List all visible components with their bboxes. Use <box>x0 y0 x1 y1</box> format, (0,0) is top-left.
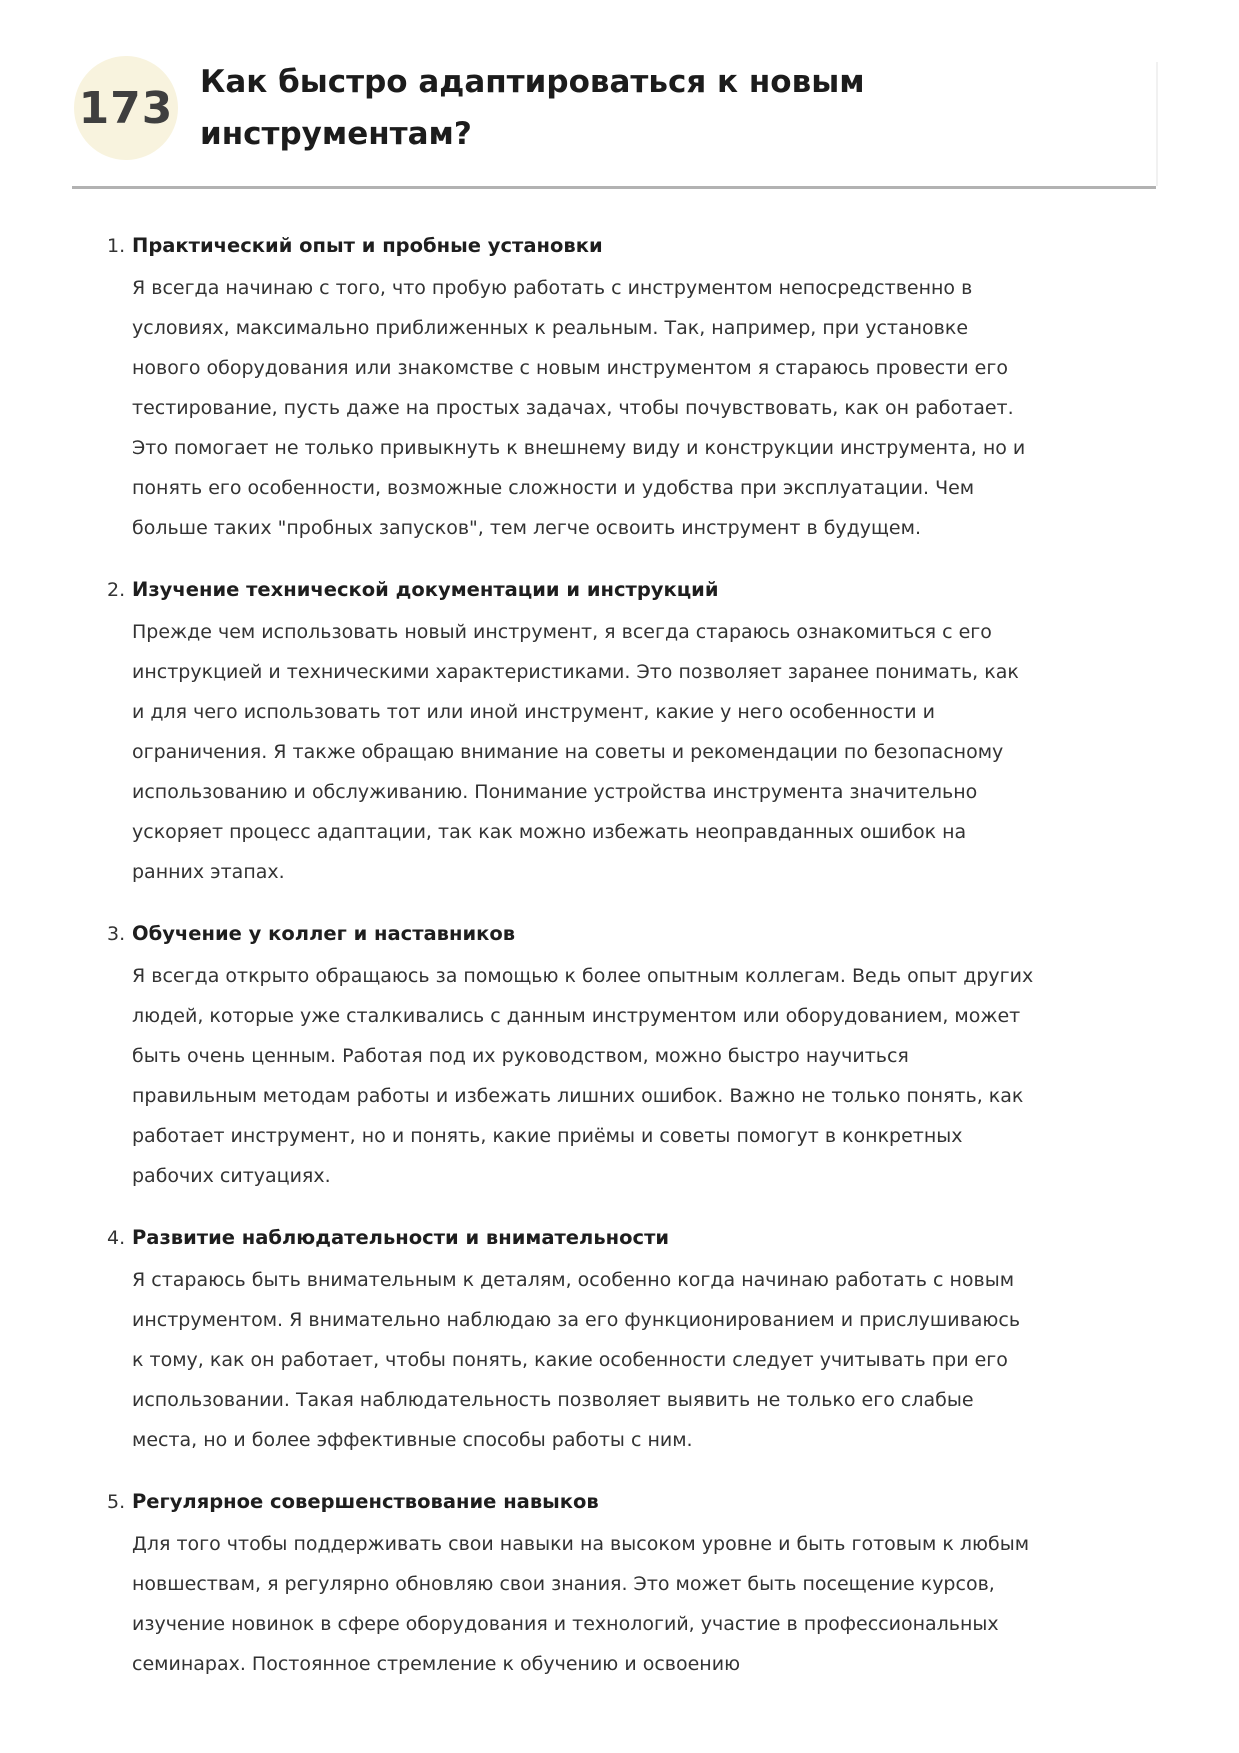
answer-list <box>107 226 1042 1706</box>
question-number-badge <box>74 56 178 160</box>
item-heading: Развитие наблюдательности и внимательности <box>132 1226 670 1249</box>
question-number: 173 <box>78 82 174 134</box>
answer-item-2 <box>107 570 1042 892</box>
item-content <box>132 570 1037 892</box>
answer-item-3 <box>107 914 1042 1196</box>
item-heading: Изучение технической документации и инструкций <box>132 578 719 601</box>
item-content <box>132 226 1037 548</box>
item-content <box>132 1482 1037 1684</box>
question-title <box>200 56 865 160</box>
item-content <box>132 914 1037 1196</box>
item-heading: Регулярное совершенствование навыков <box>132 1490 599 1513</box>
item-body: Я стараюсь быть внимательным к деталям, особенно когда начинаю работать с новым инструментом. Я внимательно наблюдаю за его функционированием и прислушиваюсь к тому, как он работает, чтобы понять, какие особенности следует учитывать при его использовании. Такая наблюдательность позволяет выявить не только его слабые места, но и более эффективные способы работы с ним. <box>132 1269 1021 1451</box>
item-heading: Обучение у коллег и наставников <box>132 922 516 945</box>
item-number: 1. <box>107 235 126 257</box>
item-body: Я всегда открыто обращаюсь за помощью к более опытным коллегам. Ведь опыт других людей, которые уже сталкивались с данным инструментом или оборудованием, может быть очень ценным. Работая под их руководством, можно быстро научиться правильным методам работы и избежать лишних ошибок. Важно не только понять, как работает инструмент, но и понять, какие приёмы и советы помогут в конкретных рабочих ситуациях. <box>132 965 1034 1187</box>
item-number: 4. <box>107 1227 126 1249</box>
answer-item-4 <box>107 1218 1042 1460</box>
question-title-line-2: инструментам? <box>200 116 472 152</box>
item-heading: Практический опыт и пробные установки <box>132 234 603 257</box>
answer-item-1 <box>107 226 1042 548</box>
item-number: 3. <box>107 923 126 945</box>
item-number: 5. <box>107 1491 126 1513</box>
item-number: 2. <box>107 579 126 601</box>
header-right-edge-shadow <box>1156 62 1158 186</box>
item-body: Для того чтобы поддерживать свои навыки на высоком уровне и быть готовым к любым новшествам, я регулярно обновляю свои знания. Это может быть посещение курсов, изучение новинок в сфере оборудования и технологий, участие в профессиональных семинарах. Постоянное стремление к обучению и освоению <box>132 1533 1030 1675</box>
item-body: Я всегда начинаю с того, что пробую работать с инструментом непосредственно в условиях, максимально приближенных к реальным. Так, например, при установке нового оборудования или знакомстве с новым инструментом я стараюсь провести его тестирование, пусть даже на простых задачах, чтобы почувствовать, как он работает. Это помогает не только привыкнуть к внешнему виду и конструкции инструмента, но и понять его особенности, возможные сложности и удобства при эксплуатации. Чем больше таких "пробных запусков", тем легче освоить инструмент в будущем. <box>132 277 1026 539</box>
header-divider <box>72 186 1156 189</box>
question-title-line-1: Как быстро адаптироваться к новым <box>200 64 865 100</box>
item-body: Прежде чем использовать новый инструмент, я всегда стараюсь ознакомиться с его инструкцией и техническими характеристиками. Это позволяет заранее понимать, как и для чего использовать тот или иной инструмент, какие у него особенности и ограничения. Я также обращаю внимание на советы и рекомендации по безопасному использованию и обслуживанию. Понимание устройства инструмента значительно ускоряет процесс адаптации, так как можно избежать неоправданных ошибок на ранних этапах. <box>132 621 1019 883</box>
answer-item-5 <box>107 1482 1042 1684</box>
item-content <box>132 1218 1037 1460</box>
